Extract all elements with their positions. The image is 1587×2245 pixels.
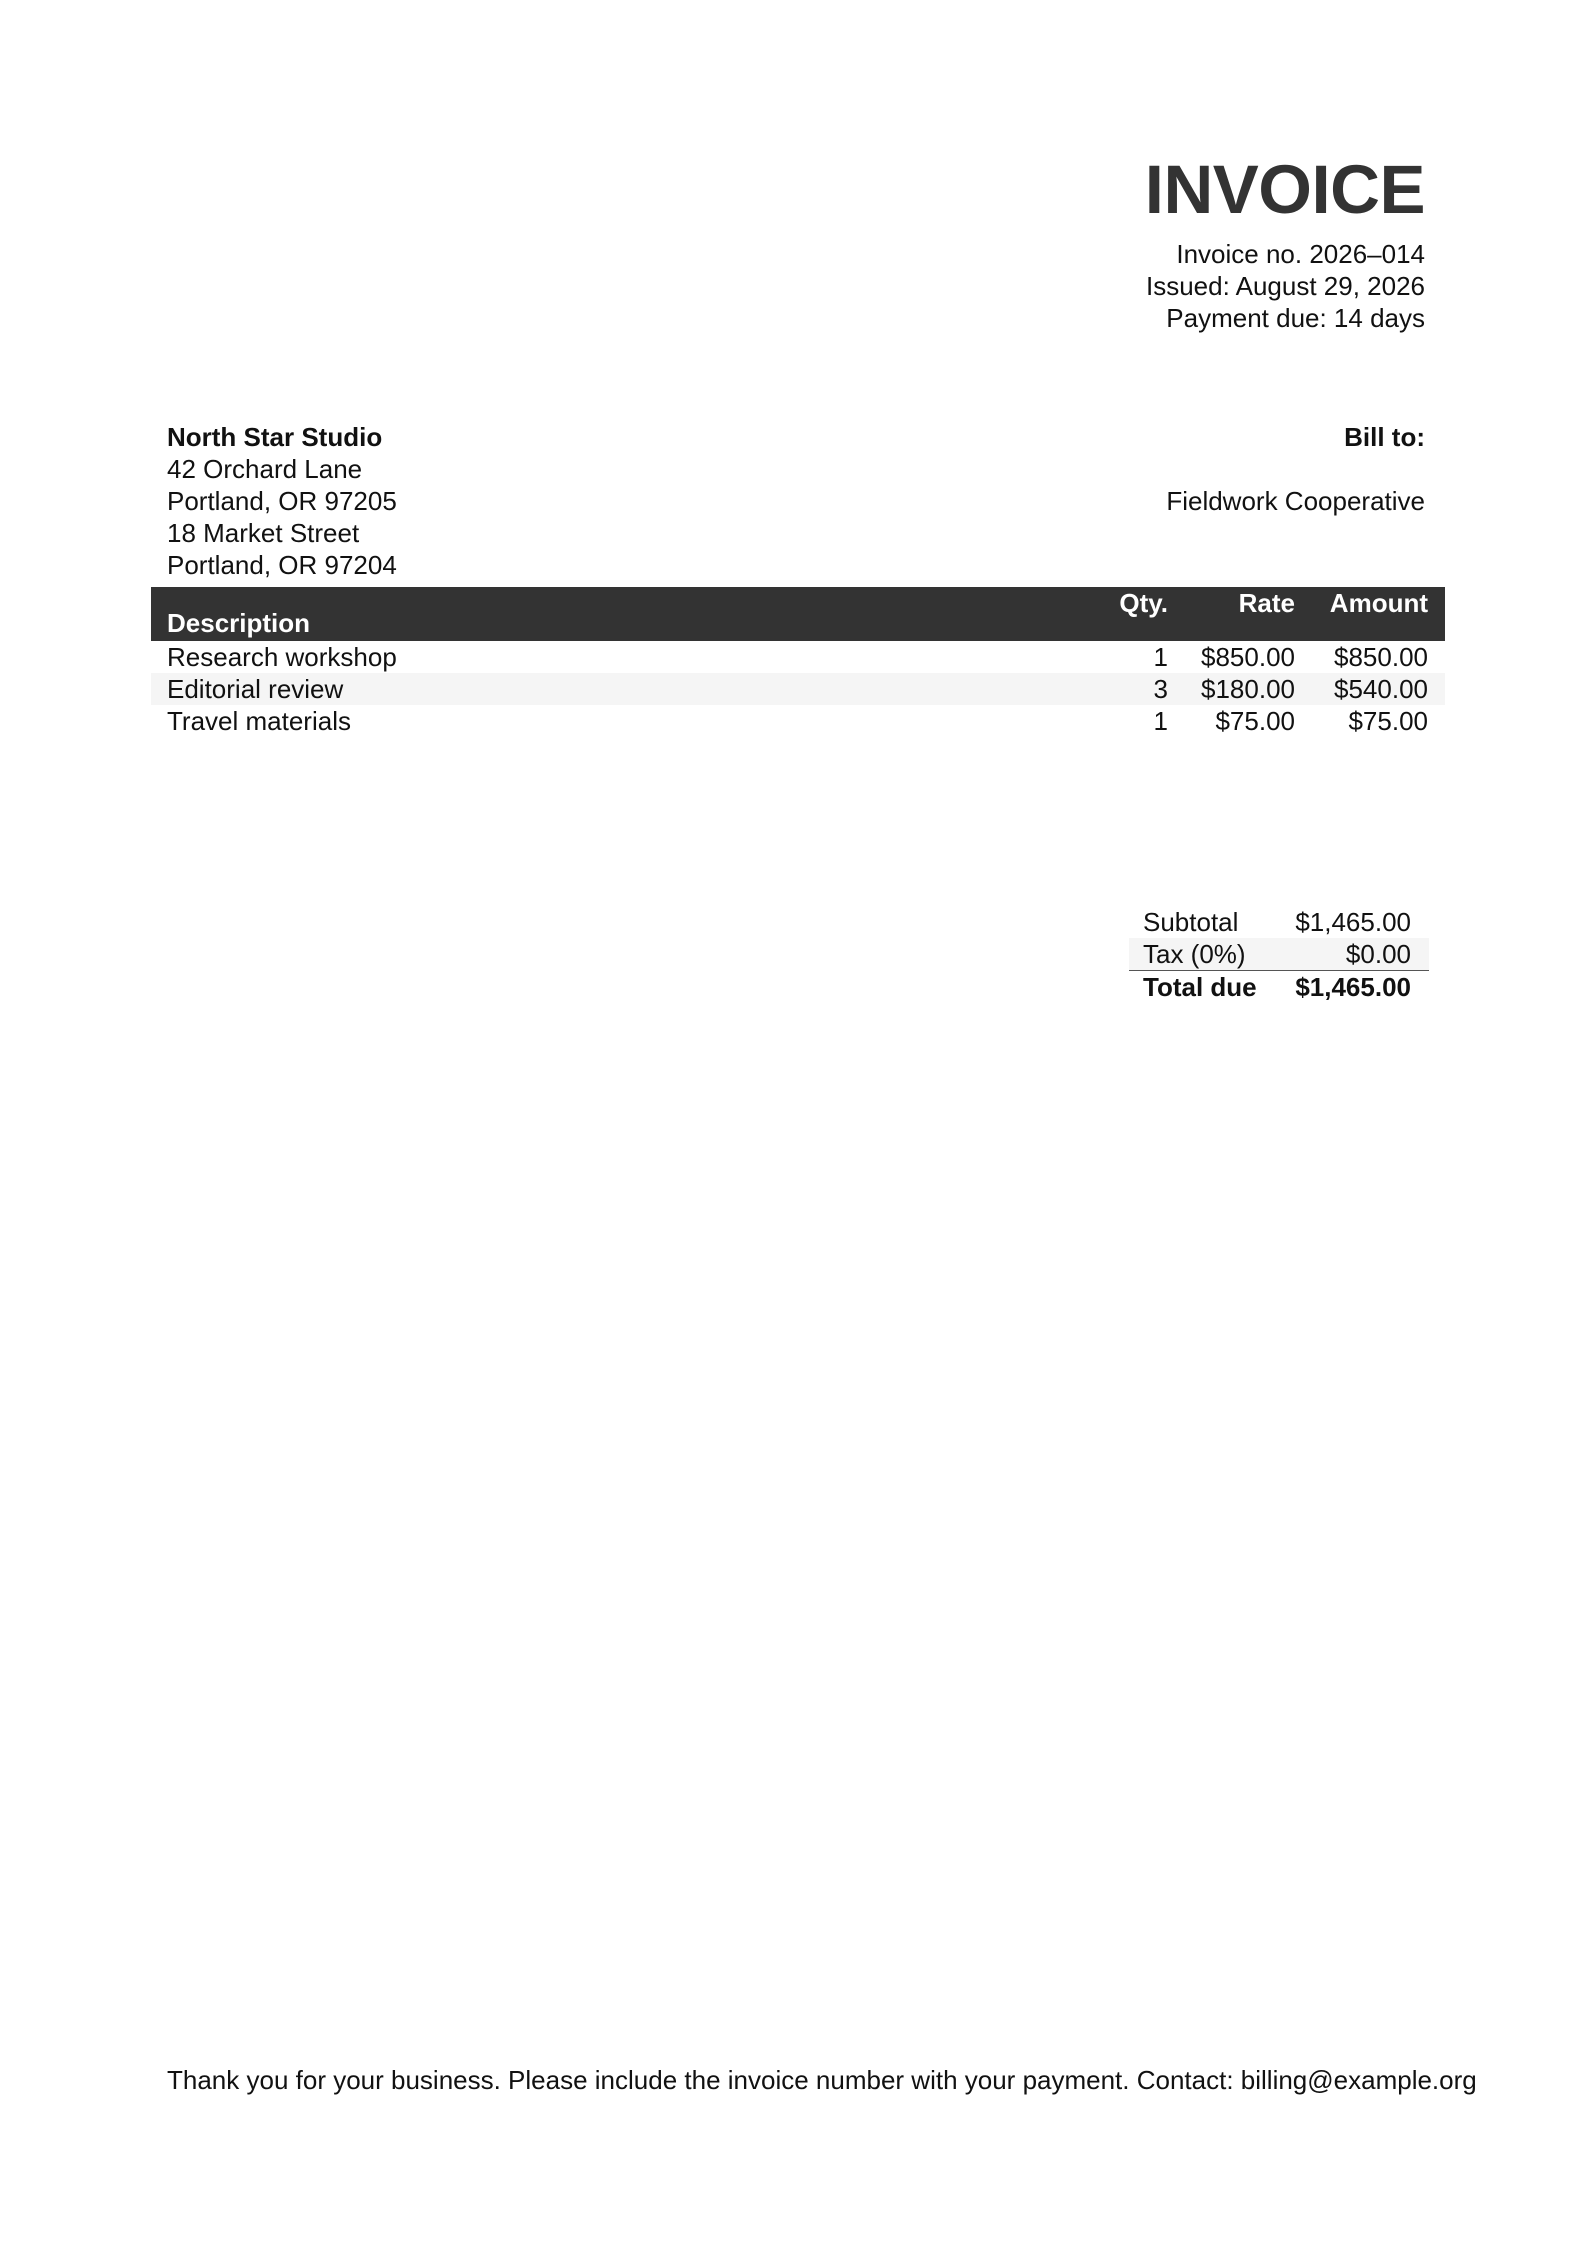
row-amount: $850.00 <box>1334 642 1428 672</box>
total-due-row <box>1129 970 1429 1003</box>
row-description: Editorial review <box>167 674 344 704</box>
seller-block <box>167 421 397 581</box>
seller-address-line: 18 Market Street <box>167 518 360 548</box>
invoice-number: Invoice no. 2026–014 <box>1176 239 1425 269</box>
header-rate: Rate <box>1238 588 1295 618</box>
subtotal-label: Subtotal <box>1143 907 1239 937</box>
header-amount: Amount <box>1329 588 1428 618</box>
totals-block <box>1129 906 1429 1003</box>
tax-row <box>1129 938 1429 970</box>
subtotal-row <box>1129 906 1429 938</box>
total-due-value: $1,465.00 <box>1295 972 1411 1002</box>
invoice-title: INVOICE <box>1144 151 1425 228</box>
row-rate: $75.00 <box>1215 706 1295 736</box>
header-description: Description <box>167 608 311 638</box>
bill-to-name: Fieldwork Cooperative <box>1166 486 1425 516</box>
row-amount: $540.00 <box>1334 674 1428 704</box>
table-row <box>151 641 1445 673</box>
subtotal-value: $1,465.00 <box>1295 907 1411 937</box>
row-rate: $180.00 <box>1201 674 1295 704</box>
row-qty: 3 <box>1153 674 1168 704</box>
invoice-meta <box>1146 238 1425 334</box>
table-row <box>151 673 1445 705</box>
issued-date: Issued: August 29, 2026 <box>1146 271 1425 301</box>
row-description: Travel materials <box>167 706 351 736</box>
row-rate: $850.00 <box>1201 642 1295 672</box>
items-table-header <box>151 587 1445 641</box>
seller-address-line: Portland, OR 97205 <box>167 486 397 516</box>
footer-note: Thank you for your business. Please include the invoice number with your payment. Contact: billing@example.org <box>167 2065 1477 2095</box>
row-qty: 1 <box>1153 642 1168 672</box>
bill-to-label: Bill to: <box>1344 422 1425 452</box>
seller-name: North Star Studio <box>167 422 383 452</box>
row-description: Research workshop <box>167 642 397 672</box>
total-due-label: Total due <box>1143 972 1257 1002</box>
header-qty: Qty. <box>1119 588 1168 618</box>
table-row <box>151 705 1445 737</box>
row-amount: $75.00 <box>1348 706 1428 736</box>
tax-label: Tax (0%) <box>1143 939 1246 969</box>
tax-value: $0.00 <box>1345 939 1411 969</box>
seller-address-line: 42 Orchard Lane <box>167 454 363 484</box>
seller-address-line: Portland, OR 97204 <box>167 550 397 580</box>
row-qty: 1 <box>1153 706 1168 736</box>
payment-terms: Payment due: 14 days <box>1166 303 1425 333</box>
